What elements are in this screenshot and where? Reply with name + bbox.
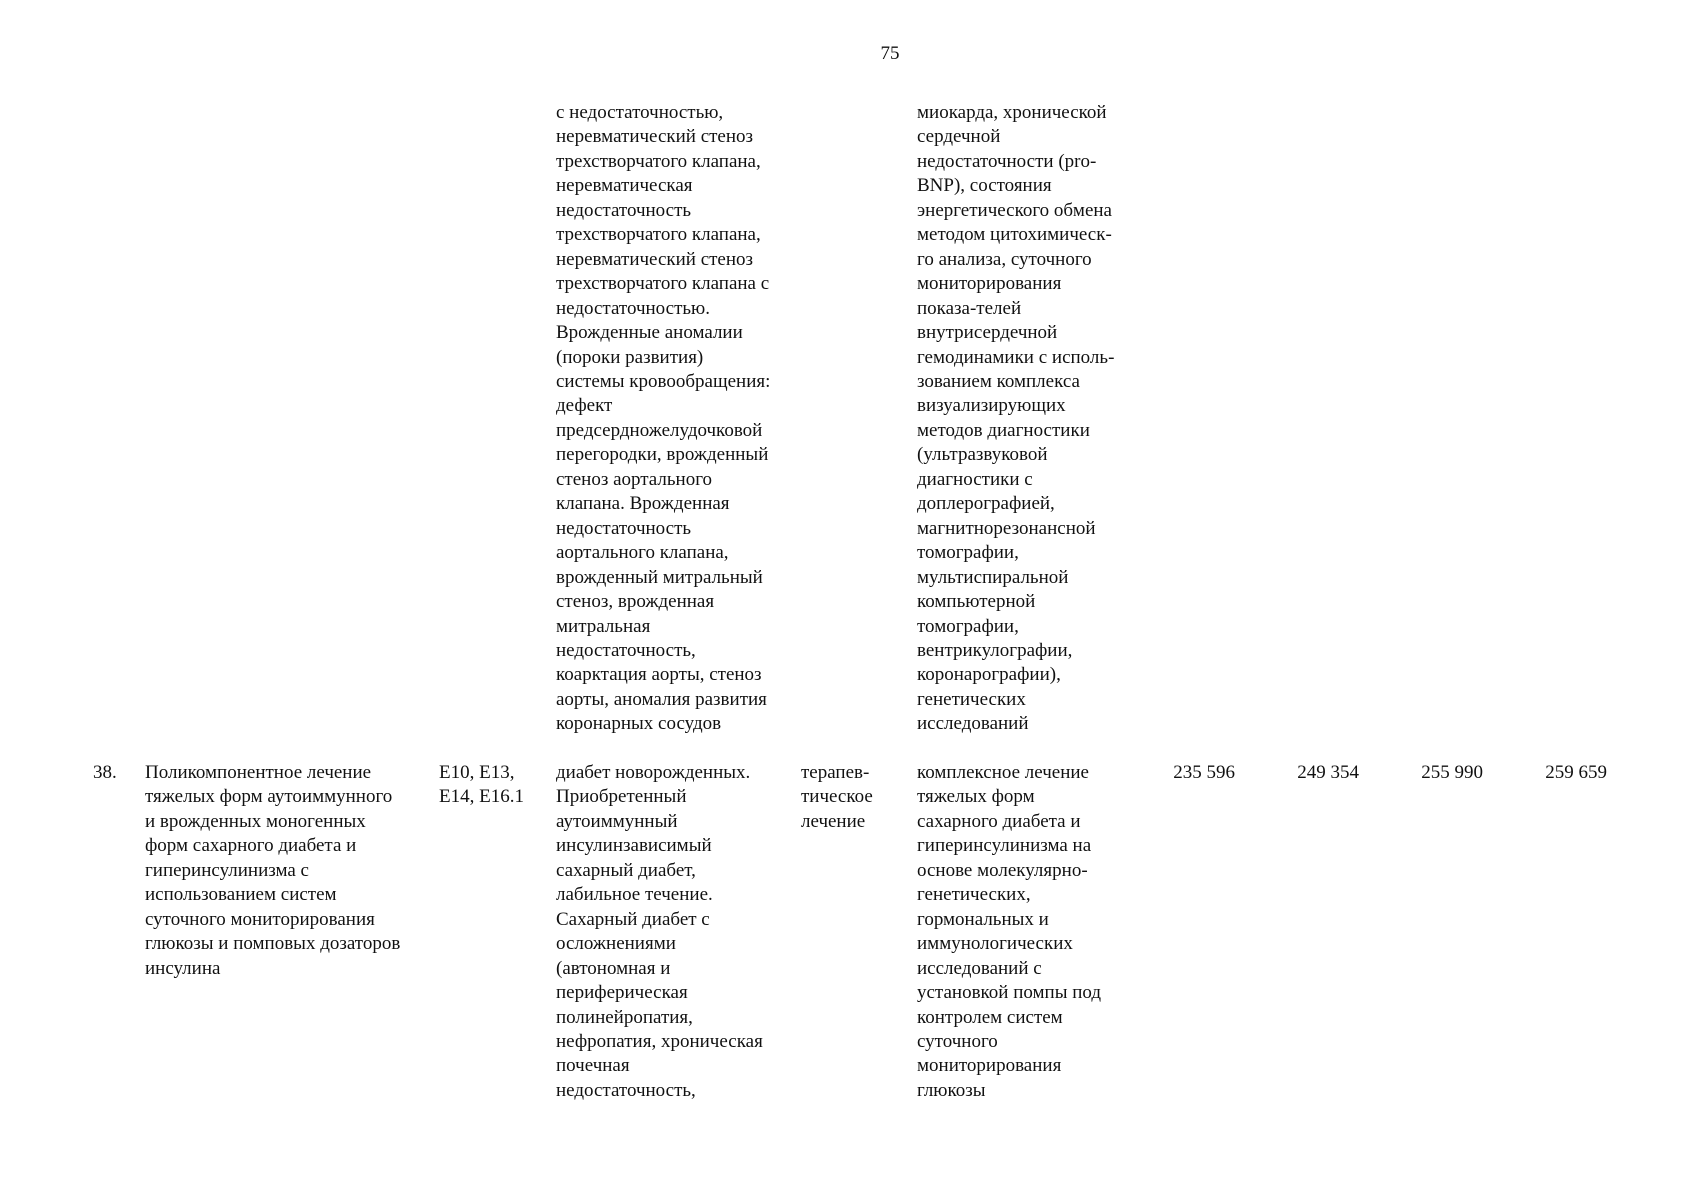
text-line: лечение bbox=[801, 810, 866, 832]
row-number: 38. bbox=[93, 762, 117, 783]
text-line: методом цитохимическ- bbox=[917, 224, 1112, 246]
text-line: аортального клапана, bbox=[556, 542, 729, 564]
text-line: глюкозы bbox=[917, 1079, 986, 1101]
text-line: коарктация аорты, стеноз bbox=[556, 664, 762, 686]
text-line: гемодинамики с исполь- bbox=[917, 346, 1115, 368]
text-line: неревматический стеноз bbox=[556, 126, 754, 148]
text-line: внутрисердечной bbox=[917, 322, 1058, 344]
text-line: показа-телей bbox=[917, 297, 1022, 319]
text-line: недостаточность, bbox=[556, 1079, 696, 1101]
text-line: сердечной bbox=[917, 126, 1001, 148]
cost-2021: 255 990 bbox=[1421, 762, 1483, 783]
text-line: клапана. Врожденная bbox=[556, 493, 730, 515]
page-number: 75 bbox=[880, 43, 900, 64]
text-line: стеноз аортального bbox=[556, 468, 713, 490]
text-line: тическое bbox=[801, 786, 873, 808]
text-line: Поликомпонентное лечение bbox=[145, 762, 372, 783]
text-line: Приобретенный bbox=[556, 786, 687, 808]
text-line: компьютерной bbox=[917, 591, 1036, 613]
text-line: инсулина bbox=[145, 957, 221, 979]
text-line: Сахарный диабет с bbox=[556, 908, 710, 930]
text-line: системы кровообращения: bbox=[556, 370, 771, 392]
text-line: коронарных сосудов bbox=[556, 713, 722, 735]
row-treatment-cell bbox=[801, 761, 873, 834]
text-line: полинейропатия, bbox=[556, 1006, 693, 1028]
text-line: аорты, аномалия развития bbox=[556, 688, 767, 710]
text-line: стеноз, врожденная bbox=[556, 591, 715, 613]
text-line: методов диагностики bbox=[917, 419, 1090, 441]
text-line: мониторирования bbox=[917, 1055, 1062, 1077]
text-line: гиперинсулинизма с bbox=[145, 859, 309, 881]
text-line: суточного bbox=[917, 1030, 998, 1052]
text-line: трехстворчатого клапана, bbox=[556, 224, 761, 246]
text-line: и врожденных моногенных bbox=[145, 810, 366, 832]
text-line: миокарда, хронической bbox=[917, 102, 1107, 123]
cost-2019: 235 596 bbox=[1173, 762, 1235, 783]
text-line: митральная bbox=[556, 615, 651, 637]
row-name-cell bbox=[145, 761, 400, 981]
text-line: мониторирования bbox=[917, 273, 1062, 295]
text-line: лабильное течение. bbox=[556, 884, 713, 906]
text-line: иммунологических bbox=[917, 933, 1073, 955]
text-line: периферическая bbox=[556, 982, 688, 1004]
continuation-diagnosis-cell bbox=[556, 101, 770, 737]
text-line: неревматический стеноз bbox=[556, 248, 754, 270]
text-line: суточного мониторирования bbox=[145, 908, 375, 930]
text-line: генетических, bbox=[917, 884, 1031, 906]
text-line: диагностики с bbox=[917, 468, 1033, 490]
text-line: мультиспиральной bbox=[917, 566, 1069, 588]
text-line: зованием комплекса bbox=[917, 370, 1080, 392]
text-line: E10, E13, bbox=[439, 762, 515, 783]
text-line: исследований bbox=[917, 713, 1029, 735]
text-line: энергетического обмена bbox=[917, 199, 1112, 221]
text-line: го анализа, суточного bbox=[917, 248, 1092, 270]
text-line: почечная bbox=[556, 1055, 630, 1077]
continuation-method-cell bbox=[917, 101, 1114, 737]
text-line: гормональных и bbox=[917, 908, 1049, 930]
row-method-cell bbox=[917, 761, 1101, 1103]
text-line: (пороки развития) bbox=[556, 346, 704, 368]
text-line: терапев- bbox=[801, 762, 870, 783]
text-line: сахарного диабета и bbox=[917, 810, 1081, 832]
cost-2020: 249 354 bbox=[1297, 762, 1359, 783]
text-line: перегородки, врожденный bbox=[556, 444, 769, 466]
text-line: основе молекулярно- bbox=[917, 859, 1088, 881]
text-line: недостаточностью. bbox=[556, 297, 711, 319]
text-line: аутоиммунный bbox=[556, 810, 678, 832]
text-line: магнитнорезонансной bbox=[917, 517, 1096, 539]
text-line: дефект bbox=[556, 395, 613, 417]
text-line: недостаточность bbox=[556, 517, 692, 539]
text-line: форм сахарного диабета и bbox=[145, 835, 357, 857]
text-line: осложнениями bbox=[556, 933, 676, 955]
text-line: Врожденные аномалии bbox=[556, 322, 743, 344]
text-line: с недостаточностью, bbox=[556, 102, 724, 123]
text-line: трехстворчатого клапана с bbox=[556, 273, 770, 295]
text-line: тяжелых форм bbox=[917, 786, 1035, 808]
text-line: трехстворчатого клапана, bbox=[556, 150, 761, 172]
text-line: гиперинсулинизма на bbox=[917, 835, 1092, 857]
text-line: неревматическая bbox=[556, 175, 693, 197]
text-line: томографии, bbox=[917, 542, 1019, 564]
row-diagnosis-cell bbox=[556, 761, 763, 1103]
text-line: визуализирующих bbox=[917, 395, 1066, 417]
text-line: исследований с bbox=[917, 957, 1042, 979]
text-line: тяжелых форм аутоиммунного bbox=[145, 786, 393, 808]
text-line: врожденный митральный bbox=[556, 566, 763, 588]
text-line: генетических bbox=[917, 688, 1026, 710]
cost-2022: 259 659 bbox=[1545, 762, 1607, 783]
text-line: глюкозы и помповых дозаторов bbox=[145, 933, 401, 955]
text-line: недостаточность, bbox=[556, 639, 696, 661]
text-line: недостаточности (pro- bbox=[917, 150, 1097, 172]
text-line: сахарный диабет, bbox=[556, 859, 696, 881]
text-line: (автономная и bbox=[556, 957, 671, 979]
text-line: недостаточность bbox=[556, 199, 692, 221]
text-line: контролем систем bbox=[917, 1006, 1063, 1028]
text-line: диабет новорожденных. bbox=[556, 762, 751, 783]
text-line: вентрикулографии, bbox=[917, 639, 1073, 661]
text-line: инсулинзависимый bbox=[556, 835, 712, 857]
text-line: установкой помпы под bbox=[917, 982, 1102, 1004]
text-line: предсердножелудочковой bbox=[556, 419, 763, 441]
text-line: коронарографии), bbox=[917, 664, 1061, 686]
text-line: (ультразвуковой bbox=[917, 444, 1048, 466]
text-line: доплерографией, bbox=[917, 493, 1055, 515]
row-codes-cell bbox=[439, 761, 524, 810]
text-line: томографии, bbox=[917, 615, 1019, 637]
text-line: E14, E16.1 bbox=[439, 786, 524, 808]
text-line: использованием систем bbox=[145, 884, 337, 906]
text-line: нефропатия, хроническая bbox=[556, 1030, 763, 1052]
text-line: BNP), состояния bbox=[917, 175, 1052, 197]
text-line: комплексное лечение bbox=[917, 762, 1089, 783]
